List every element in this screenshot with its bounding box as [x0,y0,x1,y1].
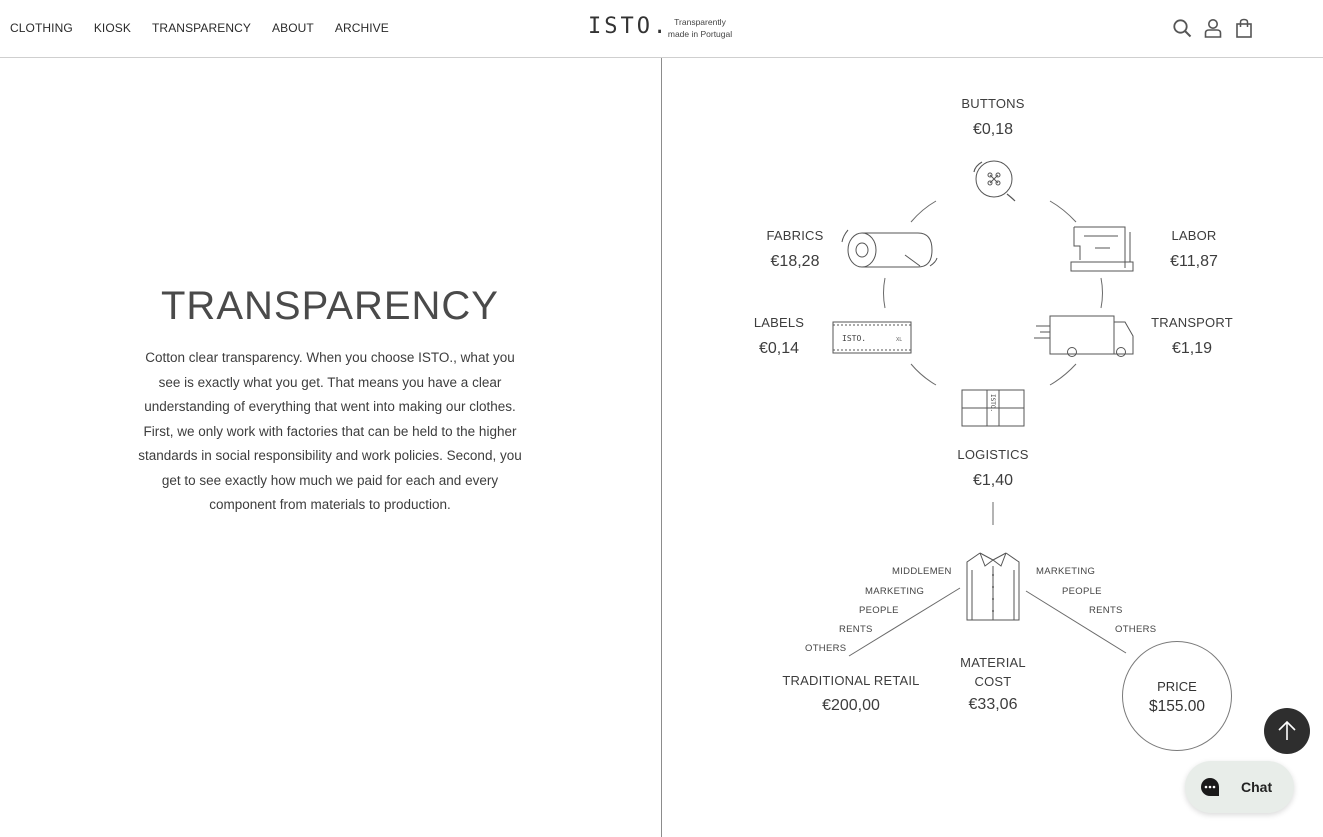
material-cost-value: €33,06 [968,696,1018,713]
fabrics-label: FABRICS [766,228,824,243]
main-nav [10,21,389,35]
retail-line [849,588,960,656]
nav-item-transparency[interactable]: TRANSPARENCY [152,21,251,35]
brand-logo[interactable]: ISTO. [588,14,670,39]
connector-arc [1101,278,1103,308]
buttons-label: BUTTONS [961,96,1025,111]
chat-button[interactable] [1185,761,1294,813]
nav-item-about[interactable]: ABOUT [272,21,314,35]
button-icon [974,161,1015,201]
connector-arc [1050,364,1076,385]
site-header [0,0,1323,58]
price-factor-marketing: MARKETING [1036,566,1096,577]
retail-factor-others: OTHERS [805,643,847,654]
traditional-retail-value: €200,00 [822,697,880,714]
retail-factor-people: PEOPLE [859,605,899,616]
labels-value: €0,14 [758,340,800,357]
sewing-machine-icon [1071,227,1133,271]
retail-factor-middlemen: MIDDLEMEN [892,566,952,577]
material-cost-label-line-1: MATERIAL [960,655,1026,670]
nav-item-kiosk[interactable]: KIOSK [93,21,131,35]
price-factor-others: OTHERS [1115,624,1157,635]
search-icon[interactable] [1172,18,1192,38]
price-circle [1122,641,1232,751]
tagline-line-2: made in Portugal [667,29,733,39]
connector-arc [1050,201,1076,222]
fabrics-value: €18,28 [770,253,820,270]
price-value: $155.00 [1148,698,1206,715]
chat-label: Chat [1241,779,1273,795]
labor-value: €11,87 [1170,253,1218,270]
retail-factor-marketing: MARKETING [865,586,925,597]
intro-paragraph: Cotton clear transparency. When you choose ISTO., what you see is exactly what you get. That means you have a clear understanding of everything that went into making our clothes. First, we only work with factories that can be held to the higher standards in social responsibility and work policies. Second, you get to see exactly how much we paid for each and every component from materials to production. [138,350,522,512]
connector-arc [911,364,936,385]
chat-bubble-icon [1200,777,1220,797]
header-actions [1172,18,1254,38]
price-factor-people: PEOPLE [1062,586,1102,597]
transport-label: TRANSPORT [1151,315,1233,330]
connector-arc [911,201,936,222]
labels-label: LABELS [753,315,805,330]
bag-icon[interactable] [1234,18,1254,38]
material-cost-label [943,653,1043,691]
label-tag-size: XL [896,337,903,343]
material-cost-label-line-2: COST [974,674,1012,689]
nav-item-clothing[interactable]: CLOTHING [10,21,73,35]
tagline-line-1: Transparently [674,17,726,27]
label-tag-text: ISTO. [842,334,867,343]
brand-tagline [666,16,734,40]
page-title: TRANSPARENCY [161,284,499,328]
buttons-value: €0,18 [972,121,1014,138]
arrow-up-icon [1264,708,1310,754]
box-stamp-text: ISTO. [989,394,996,413]
logistics-label: LOGISTICS [957,447,1029,462]
traditional-retail-label: TRADITIONAL RETAIL [782,673,920,688]
price-label: PRICE [1157,679,1197,694]
transport-value: €1,19 [1171,340,1213,357]
price-line [1026,591,1126,653]
price-factor-rents: RENTS [1089,605,1123,616]
nav-item-archive[interactable]: ARCHIVE [334,21,389,35]
retail-factor-rents: RENTS [839,624,873,635]
logistics-value: €1,40 [972,472,1014,489]
account-icon[interactable] [1203,18,1223,38]
scroll-to-top-button[interactable] [1264,708,1310,754]
fabric-roll-icon [842,230,937,267]
connector-arc [884,278,886,308]
labor-label: LABOR [1171,228,1217,243]
truck-icon [1034,316,1133,357]
